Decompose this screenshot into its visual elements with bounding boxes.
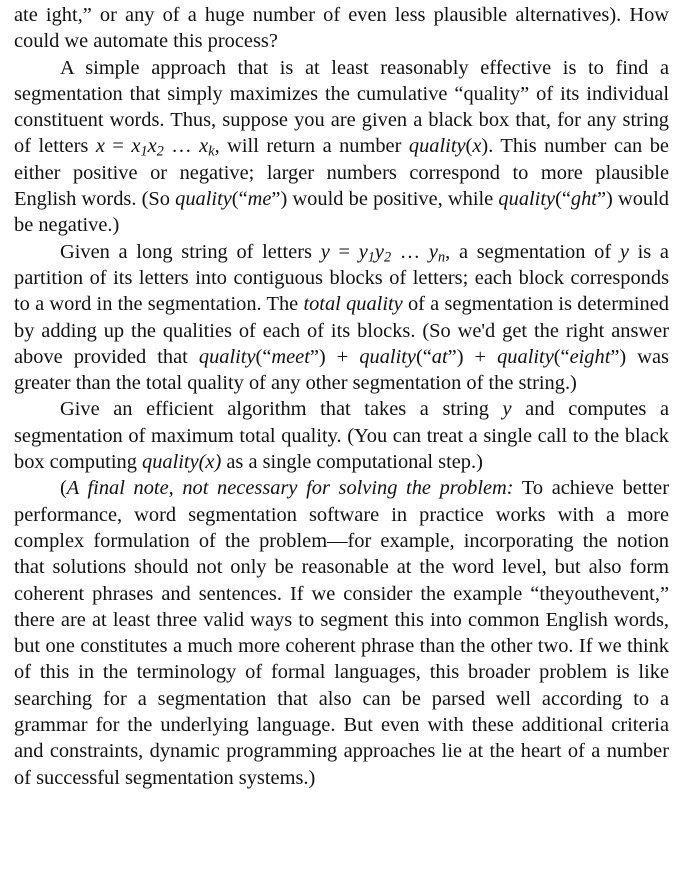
italic-run: me	[247, 188, 272, 211]
paragraph-task-statement	[14, 396, 669, 475]
italic-run: ght	[570, 188, 597, 211]
text-run: is a partition of its letters into contiguous blocks of letters; each block corresponds to a word in the segmentation. The	[14, 240, 669, 316]
italic-run: x	[199, 135, 209, 158]
italic-run: eight	[569, 345, 611, 368]
subscript-run: 1	[367, 249, 375, 266]
paragraph-segmentation-definition	[14, 239, 669, 397]
text-run: as a single computational step.)	[221, 451, 483, 474]
text-run: ”) would be positive, while	[271, 188, 499, 211]
text-run: , a segmentation of	[445, 240, 620, 263]
italic-run: x	[147, 135, 157, 158]
italic-run: quality	[198, 345, 256, 368]
italic-run: y	[358, 240, 368, 263]
italic-run: quality	[359, 345, 416, 368]
text-run: (“	[553, 345, 570, 368]
text-run: (“	[555, 188, 571, 211]
text-run: …	[391, 240, 429, 263]
italic-run: meet	[271, 345, 310, 368]
italic-run: y	[320, 240, 330, 263]
text-run: =	[104, 135, 132, 158]
text-run: (“	[415, 345, 432, 368]
italic-run: y	[374, 240, 384, 263]
subscript-run: k	[208, 144, 215, 161]
subscript-run: 2	[383, 249, 392, 266]
text-run: …	[163, 135, 200, 158]
text-run: ). This number can be either positive or negative; larger numbers correspond to more plausible English words. (So	[14, 135, 669, 211]
text-run: A simple approach that is at least reasonably effective is to find a segmentation that simply maximizes the cumulative “quality” of its individual constituent words. Thus, suppose you are given a black box that, for any string of letters	[14, 56, 669, 158]
italic-run: A final note, not necessary for solving the problem:	[66, 477, 514, 500]
italic-run: y	[502, 398, 512, 421]
subscript-run: 1	[140, 144, 148, 161]
text-run: ”) would be negative.)	[14, 188, 669, 237]
text-run: Give an efficient algorithm that takes a string	[60, 398, 503, 421]
text-run: and computes a segmentation of maximum total quality. (You can treat a single call to the black box computing	[14, 398, 670, 474]
text-run: (“	[255, 345, 272, 368]
paragraph-final-note	[14, 475, 669, 791]
italic-run: quality(x)	[142, 451, 222, 474]
text-run: =	[329, 240, 359, 263]
text-run: To achieve better performance, word segmentation software in practice works with a more complex formulation of the problem—for example, incorporating the notion that solutions should not only be reasonable at the word level, but also form coherent phrases and sentences. If we consider the example “theyouthevent,” there are at least three valid ways to segment this into common English words, but one constitutes a much more coherent phrase than the other two. If we think of this in the terminology of formal languages, this broader problem is like searching for a segmentation that also can be parsed well according to a grammar for the underlying language. But even with these additional criteria and constraints, dynamic programming approaches lie at the heart of a number of successful segmentation systems.)	[14, 477, 670, 789]
text-run: (“	[231, 188, 248, 211]
italic-run: quality	[175, 188, 232, 211]
text-run: ”) +	[309, 345, 360, 368]
paragraph-intro-continuation	[14, 2, 669, 55]
text-run: (	[465, 135, 473, 158]
italic-run: quality	[498, 188, 556, 211]
italic-run: at	[431, 345, 448, 368]
text-run: of a segmentation is determined by adding up the qualities of each of its blocks. (So we'd get the right answer above provided that	[14, 293, 669, 368]
italic-run: total quality	[303, 293, 403, 316]
italic-run: quality	[497, 345, 554, 368]
text-run: , will return a number	[214, 135, 409, 158]
italic-run: x	[95, 135, 105, 158]
paragraph-simple-approach	[14, 55, 669, 239]
italic-run: quality	[408, 135, 466, 158]
text-run: ”) +	[447, 345, 498, 368]
italic-run: y	[619, 240, 629, 263]
italic-run: y	[428, 240, 438, 263]
subscript-run: 2	[156, 144, 164, 161]
text-run: Given a long string of letters	[60, 240, 321, 263]
text-run: (	[60, 477, 67, 500]
subscript-run: n	[437, 249, 446, 266]
italic-run: x	[131, 135, 141, 158]
text-run: ate ight,” or any of a huge number of even less plausible alternatives). How could we automate this process?	[14, 4, 669, 53]
text-run: ”) was greater than the total quality of any other segmentation of the string.)	[14, 345, 669, 395]
italic-run: x	[472, 135, 482, 158]
